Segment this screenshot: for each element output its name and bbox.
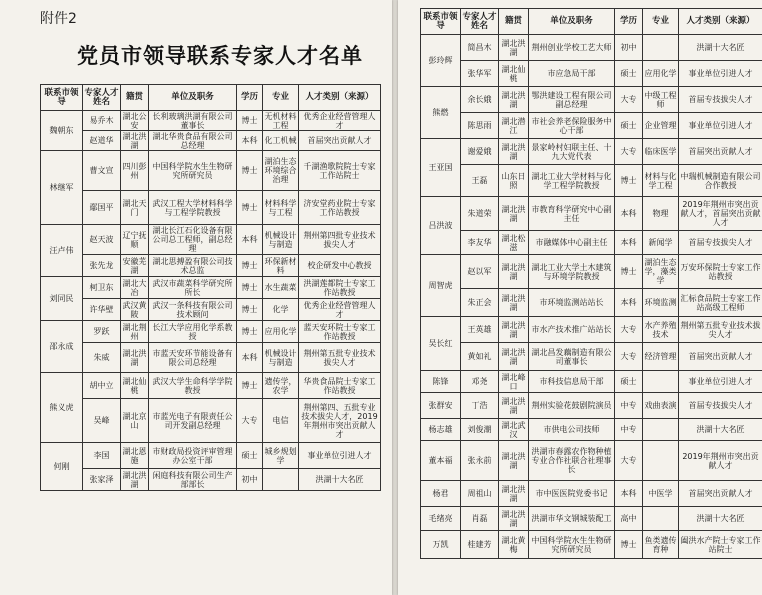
edu-cell: 本科: [237, 225, 263, 255]
header-origin: 籍贯: [499, 9, 529, 35]
edu-cell: 硕士: [615, 371, 643, 393]
category-cell: 荆州第五批专业技术拔尖人才: [679, 317, 762, 343]
leader-cell: 张群安: [421, 393, 461, 419]
table-row: [41, 225, 381, 255]
edu-cell: 大专: [237, 399, 263, 443]
origin-cell: 湖北仙桃: [121, 373, 149, 399]
origin-cell: 湖北天门: [121, 191, 149, 225]
unit-cell: 市应急局干部: [529, 61, 615, 87]
header-edu: 学历: [237, 85, 263, 111]
table-row: [41, 255, 381, 277]
category-cell: 蓝天安环院士专家工作站教授: [299, 321, 381, 343]
table-row: [41, 299, 381, 321]
major-cell: 城乡规划学: [263, 443, 299, 469]
major-cell: [643, 371, 679, 393]
major-cell: 经济管理: [643, 343, 679, 371]
table-row: [41, 191, 381, 225]
major-cell: 水生蔬菜: [263, 277, 299, 299]
document-title: 党员市领导联系专家人才名单: [77, 43, 363, 68]
unit-cell: 湖北长江石化设备有限公司总工程师，副总经理: [149, 225, 237, 255]
leader-cell: 董本福: [421, 441, 461, 481]
unit-cell: 市蓝天安环节能设备有限公司总经理: [149, 343, 237, 373]
leader-cell: 何刚: [41, 443, 83, 491]
major-cell: 戏曲表演: [643, 393, 679, 419]
major-cell: 材料科学与工程: [263, 191, 299, 225]
major-cell: 化工机械: [263, 131, 299, 151]
leader-cell: 吕洪波: [421, 197, 461, 255]
name-cell: 张永前: [461, 441, 499, 481]
category-cell: 华贵食品院士专家工作站教授: [299, 373, 381, 399]
leader-cell: 熊义虎: [41, 373, 83, 443]
table-body: [41, 111, 381, 491]
name-cell: 黄如礼: [461, 343, 499, 371]
name-cell: 赵以军: [461, 255, 499, 289]
category-cell: 2019年荆州市突出贡献人才: [679, 441, 762, 481]
header-leader: 联系市领导: [41, 85, 83, 111]
right-page: [398, 0, 762, 595]
annex-label: 附件2: [40, 11, 77, 27]
major-cell: 化学: [263, 299, 299, 321]
edu-cell: 博士: [237, 111, 263, 131]
name-cell: 吴峰: [83, 399, 121, 443]
origin-cell: 湖北洪湖: [499, 289, 529, 317]
name-cell: 王磊: [461, 165, 499, 197]
table-row: [421, 255, 762, 289]
unit-cell: 洪湖市春露农作物种植专业合作社联合社理事长: [529, 441, 615, 481]
unit-cell: 武汉市蔬菜科学研究所所长: [149, 277, 237, 299]
unit-cell: 长利玻璃洪湖有限公司董事长: [149, 111, 237, 131]
leader-cell: 万凯: [421, 531, 461, 559]
category-cell: 首届专技拔尖人才: [679, 393, 762, 419]
leader-cell: 林继军: [41, 151, 83, 225]
table-row: [41, 443, 381, 469]
category-cell: 事业单位引进人才: [299, 443, 381, 469]
origin-cell: 湖北公安: [122, 111, 147, 130]
major-cell: [643, 35, 679, 61]
origin-cell: 湖北京山: [121, 399, 149, 443]
table-row: [421, 419, 762, 441]
major-cell: 环保新材料: [264, 256, 297, 275]
edu-cell: 博士: [615, 255, 643, 289]
category-cell: 济安堂药业院士专家工作站教授: [299, 191, 381, 225]
major-cell: 湖泊生态学，藻类学: [643, 255, 679, 289]
name-cell: 李友华: [461, 231, 499, 255]
table-row: [41, 321, 381, 343]
table-row: [421, 441, 762, 481]
leader-cell: 吴长红: [421, 317, 461, 371]
leader-cell: 邵永成: [41, 321, 83, 373]
major-cell: 湖泊生态环境综合治理: [263, 151, 299, 191]
table-header-row: [421, 9, 762, 35]
table-row: [421, 231, 762, 255]
origin-cell: 湖北洪湖: [499, 343, 529, 371]
edu-cell: 大专: [615, 317, 643, 343]
table-row: [421, 113, 762, 139]
edu-cell: 硕士: [615, 61, 643, 87]
table-row: [41, 343, 381, 373]
header-unit: 单位及职务: [149, 85, 237, 111]
leader-cell: 陈锋: [421, 371, 461, 393]
name-cell: 曹文宣: [83, 151, 121, 191]
origin-cell: 安徽芜湖: [122, 256, 147, 275]
major-cell: 中级工程师: [643, 87, 679, 113]
origin-cell: 湖北峰口: [499, 371, 529, 393]
major-cell: 无机材料工程: [264, 111, 297, 130]
category-cell: 千湖渔歌院院士专家工作站院士: [299, 151, 381, 191]
edu-cell: 本科: [615, 197, 643, 231]
origin-cell: 湖北洪湖: [122, 131, 147, 150]
origin-cell: 湖北洪湖: [499, 393, 529, 419]
edu-cell: 博士: [237, 373, 263, 399]
major-cell: 中医学: [643, 481, 679, 507]
table-row: [41, 151, 381, 191]
origin-cell: 湖北洪湖: [499, 507, 529, 531]
category-cell: 洪湖十大名匠: [299, 469, 381, 491]
name-cell: 张华军: [461, 61, 499, 87]
header-major: 专业: [263, 85, 299, 111]
name-cell: 王英雄: [461, 317, 499, 343]
category-cell: 洪湖十大名匠: [679, 507, 762, 531]
name-cell: 谢爱娥: [461, 139, 499, 165]
name-cell: 余长娥: [461, 87, 499, 113]
unit-cell: 市环境监测站站长: [529, 289, 615, 317]
table-row: [421, 139, 762, 165]
origin-cell: 湖北潜江: [499, 113, 529, 139]
unit-cell: 市水产技术推广站站长: [529, 317, 615, 343]
table-row: [421, 61, 762, 87]
unit-cell: 湖北工业大学材料与化学工程学院教授: [529, 165, 615, 197]
header-major: 专业: [643, 9, 679, 35]
table-header-row: [41, 85, 381, 111]
leader-cell: 熊燃: [421, 87, 461, 139]
unit-cell: 市融媒体中心副主任: [529, 231, 615, 255]
leader-cell: 杨志雄: [421, 419, 461, 441]
category-cell: 事业单位引进人才: [679, 61, 762, 87]
unit-cell: 市供电公司技师: [529, 419, 615, 441]
name-cell: 朱道荣: [461, 197, 499, 231]
name-cell: 张先龙: [83, 255, 121, 277]
origin-cell: 武汉黄陂: [122, 300, 147, 319]
unit-cell: 鄂洪建设工程有限公司副总经理: [529, 87, 615, 113]
table-body: [421, 35, 762, 559]
major-cell: 企业管理: [643, 113, 679, 139]
category-cell: 汇标食品院士专家工作站高级工程师: [679, 289, 762, 317]
unit-cell: 长江大学应用化学系教授: [149, 321, 237, 343]
edu-cell: 高中: [615, 507, 643, 531]
name-cell: 丁浩: [461, 393, 499, 419]
name-cell: 张家泽: [83, 469, 121, 491]
category-cell: 事业单位引进人才: [679, 371, 762, 393]
unit-cell: 湖北工业大学土木建筑与环境学院教授: [529, 255, 615, 289]
table-row: [421, 35, 762, 61]
unit-cell: 景家岭村妇联主任、十九大党代表: [529, 139, 615, 165]
major-cell: [643, 441, 679, 481]
edu-cell: 博士: [237, 321, 263, 343]
name-cell: 简昌木: [461, 35, 499, 61]
edu-cell: 大专: [615, 343, 643, 371]
edu-cell: 本科: [237, 131, 263, 151]
major-cell: 临床医学: [643, 139, 679, 165]
origin-cell: 湖北洪湖: [499, 481, 529, 507]
name-cell: 陈思雨: [461, 113, 499, 139]
table-row: [421, 87, 762, 113]
table-row: [421, 165, 762, 197]
origin-cell: 湖北洪湖: [499, 255, 529, 289]
name-cell: 肖磊: [461, 507, 499, 531]
category-cell: 荆州第四、五批专业技术拔尖人才，2019年荆州市突出贡献人才: [299, 399, 381, 443]
major-cell: [643, 419, 679, 441]
header-name: 专家人才姓名: [83, 85, 121, 111]
edu-cell: 中专: [615, 419, 643, 441]
major-cell: 电信: [263, 399, 299, 443]
edu-cell: 博士: [237, 191, 263, 225]
category-cell: 2019年荆州市突出贡献人才，首届突出贡献人才: [679, 197, 762, 231]
edu-cell: 本科: [237, 343, 263, 373]
header-origin: 籍贯: [121, 85, 149, 111]
unit-cell: 武汉大学生命科学学院教授: [149, 373, 237, 399]
category-cell: 首届突出贡献人才: [679, 139, 762, 165]
table-row: [421, 481, 762, 507]
unit-cell: 闲庭科技有限公司生产部部长: [149, 469, 237, 491]
edu-cell: 博士: [237, 299, 263, 321]
unit-cell: 中国科学院水生生物研究所研究员: [529, 531, 615, 559]
table-row: [41, 277, 381, 299]
major-cell: 机械设计与制造: [263, 343, 299, 373]
name-cell: 罗跃: [83, 321, 121, 343]
unit-cell: 武汉工程大学材料科学与工程学院教授: [149, 191, 237, 225]
major-cell: [643, 507, 679, 531]
name-cell: 赵天波: [83, 225, 121, 255]
table-row: [421, 393, 762, 419]
category-cell: 首届专技拔尖人才: [679, 231, 762, 255]
origin-cell: 湖北大冶: [122, 278, 147, 297]
unit-cell: 湖北华贵食品有限公司总经理: [149, 131, 237, 151]
leader-cell: 王亚国: [421, 139, 461, 197]
unit-cell: 洪湖市华文钢城装配工: [529, 507, 615, 531]
expert-table-left: [40, 84, 381, 491]
table-row: [421, 371, 762, 393]
edu-cell: 博士: [615, 531, 643, 559]
leader-cell: 刘同民: [41, 277, 83, 321]
unit-cell: 市中医医院党委书记: [529, 481, 615, 507]
major-cell: 物理: [643, 197, 679, 231]
name-cell: 鄢国平: [83, 191, 121, 225]
header-name: 专家人才姓名: [461, 9, 499, 35]
unit-cell: 荆州实验花鼓剧院演员: [529, 393, 615, 419]
header-leader: 联系市领导: [421, 9, 461, 35]
table-row: [41, 469, 381, 491]
category-cell: 首届突出贡献人才: [299, 131, 381, 151]
major-cell: 鱼类遗传育种: [643, 531, 679, 559]
name-cell: 胡中立: [83, 373, 121, 399]
table-row: [421, 531, 762, 559]
edu-cell: 大专: [615, 139, 643, 165]
edu-cell: 博士: [237, 255, 263, 277]
leader-cell: 毛绪亮: [421, 507, 461, 531]
unit-cell: 市教育科学研究中心副主任: [529, 197, 615, 231]
edu-cell: 博士: [237, 151, 263, 191]
table-row: [421, 197, 762, 231]
table-row: [41, 373, 381, 399]
edu-cell: 本科: [615, 231, 643, 255]
origin-cell: 湖北荆州: [122, 322, 147, 341]
category-cell: 首届专技拔尖人才: [679, 87, 762, 113]
unit-cell: 武汉一条科技有限公司技术顾问: [149, 299, 237, 321]
leader-cell: 周智虎: [421, 255, 461, 317]
origin-cell: 山东日照: [499, 165, 529, 197]
category-cell: 优秀企业经营管理人才: [299, 111, 381, 131]
category-cell: 事业单位引进人才: [679, 113, 762, 139]
name-cell: 朱威: [83, 343, 121, 373]
expert-table-right: [420, 8, 762, 559]
category-cell: 洪湖十大名匠: [679, 419, 762, 441]
header-edu: 学历: [615, 9, 643, 35]
table-row: [41, 111, 381, 131]
origin-cell: 辽宁抚顺: [121, 225, 149, 255]
edu-cell: 博士: [615, 165, 643, 197]
origin-cell: 湖北洪湖: [499, 139, 529, 165]
edu-cell: 硕士: [237, 443, 263, 469]
unit-cell: 湖北昌发藕制造有限公司董事长: [529, 343, 615, 371]
major-cell: 应用化学: [643, 61, 679, 87]
edu-cell: 初中: [237, 469, 263, 491]
category-cell: 首届突出贡献人才: [679, 481, 762, 507]
name-cell: 桂建芳: [461, 531, 499, 559]
major-cell: 遗传学，农学: [263, 373, 299, 399]
edu-cell: 大专: [615, 441, 643, 481]
edu-cell: 中专: [615, 393, 643, 419]
name-cell: 易乔木: [83, 111, 121, 131]
table-row: [41, 399, 381, 443]
table-row: [421, 317, 762, 343]
table-row: [41, 131, 381, 151]
table-row: [421, 507, 762, 531]
header-category: 人才类别（来源）: [679, 9, 762, 35]
origin-cell: 湖北恩施: [121, 443, 149, 469]
major-cell: 机械设计与制造: [263, 225, 299, 255]
origin-cell: 湖北洪湖: [122, 470, 147, 489]
major-cell: 新闻学: [643, 231, 679, 255]
origin-cell: 湖北洪湖: [499, 35, 529, 61]
major-cell: 环境监测: [643, 289, 679, 317]
origin-cell: 湖北洪湖: [499, 441, 529, 481]
leader-cell: 汪卢伟: [41, 225, 83, 277]
category-cell: 校企研发中心教授: [299, 255, 381, 277]
header-unit: 单位及职务: [529, 9, 615, 35]
major-cell: 水产养殖技术: [643, 317, 679, 343]
category-cell: 洪湖莲都院士专家工作站教授: [299, 277, 381, 299]
major-cell: 应用化学: [263, 321, 299, 343]
unit-cell: 荆州创业学校工艺大师: [529, 35, 615, 61]
edu-cell: 本科: [615, 481, 643, 507]
category-cell: 万安环保院士专家工作站教授: [679, 255, 762, 289]
table-row: [421, 343, 762, 371]
major-cell: [263, 469, 299, 491]
origin-cell: 四川彭州: [121, 151, 149, 191]
name-cell: 赵道华: [83, 131, 121, 151]
name-cell: 李国: [83, 443, 121, 469]
name-cell: 许华壁: [83, 299, 121, 321]
edu-cell: 硕士: [615, 113, 643, 139]
category-cell: 优秀企业经营管理人才: [299, 299, 381, 321]
origin-cell: 湖北仙桃: [499, 61, 529, 87]
name-cell: 刘俊潮: [461, 419, 499, 441]
name-cell: 邓尧: [461, 371, 499, 393]
category-cell: 首届突出贡献人才: [679, 343, 762, 371]
origin-cell: 湖北武汉: [499, 419, 529, 441]
category-cell: 中瑞机械制造有限公司合作教授: [679, 165, 762, 197]
unit-cell: 中国科学院水生生物研究所研究员: [149, 151, 237, 191]
table-row: [421, 289, 762, 317]
leader-cell: 彭玲辉: [421, 35, 461, 87]
origin-cell: 湖北洪湖: [499, 197, 529, 231]
category-cell: 荆州第五批专业技术拔尖人才: [299, 343, 381, 373]
origin-cell: 湖北洪湖: [121, 343, 149, 373]
name-cell: 周祖山: [461, 481, 499, 507]
origin-cell: 湖北洪湖: [499, 317, 529, 343]
category-cell: 荆州第四批专业技术拔尖人才: [299, 225, 381, 255]
name-cell: 朱正会: [461, 289, 499, 317]
unit-cell: 市社会养老保险服务中心干部: [529, 113, 615, 139]
origin-cell: 湖北松滋: [499, 231, 529, 255]
unit-cell: 市科技信息局干部: [529, 371, 615, 393]
edu-cell: 大专: [615, 87, 643, 113]
leader-cell: 杨君: [421, 481, 461, 507]
category-cell: 洪湖十大名匠: [679, 35, 762, 61]
edu-cell: 本科: [615, 289, 643, 317]
unit-cell: 湖北思搏盈有限公司技术总监: [149, 255, 237, 277]
name-cell: 柯卫东: [83, 277, 121, 299]
category-cell: 阖洪水产院士专家工作站院士: [679, 531, 762, 559]
origin-cell: 湖北黄梅: [499, 531, 529, 559]
origin-cell: 湖北洪湖: [499, 87, 529, 113]
leader-cell: 魏朝东: [41, 111, 83, 151]
edu-cell: 初中: [615, 35, 643, 61]
edu-cell: 博士: [237, 277, 263, 299]
unit-cell: 市财政局投资评审管理办公室干部: [149, 443, 237, 469]
major-cell: 材料与化学工程: [643, 165, 679, 197]
header-category: 人才类别（来源）: [299, 85, 381, 111]
unit-cell: 市蓝光电子有限责任公司开发副总经理: [149, 399, 237, 443]
